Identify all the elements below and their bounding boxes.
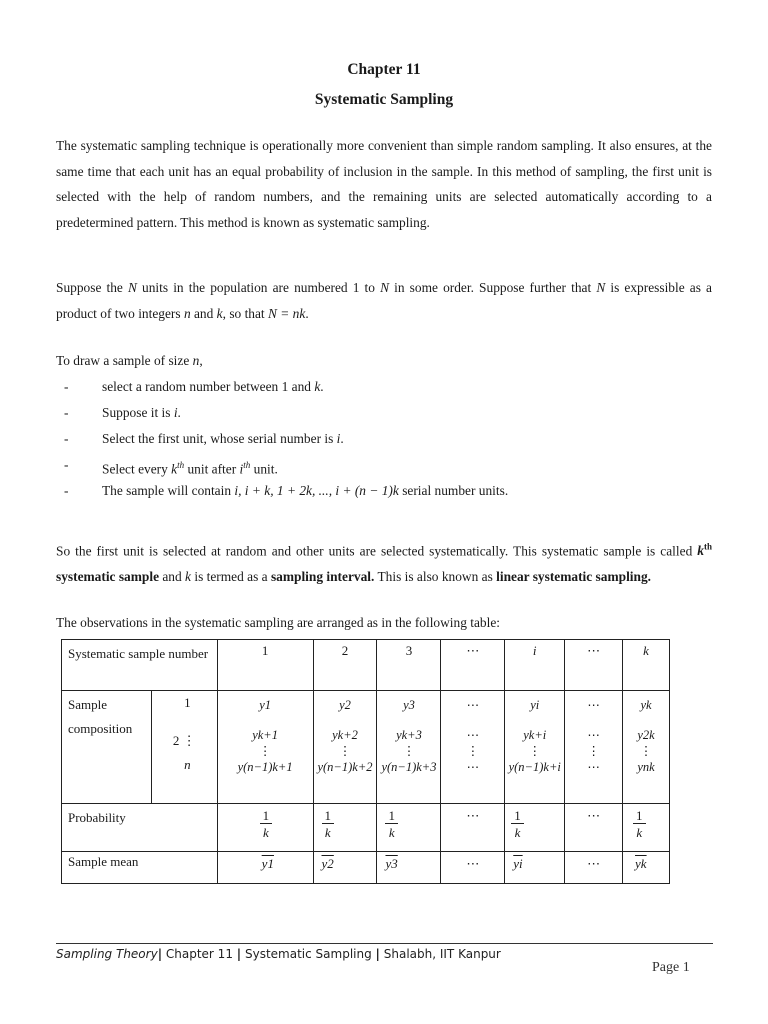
mean-cell: $\overline{yi}$	[505, 852, 565, 884]
mean-cell: y1	[217, 852, 313, 884]
table-intro: The observations in the systematic sampling are arranged as in the following table:	[56, 615, 500, 630]
composition-label-cell: Sample composition	[62, 691, 152, 804]
row-index-cell	[151, 691, 217, 804]
page-number: Page 1	[652, 960, 690, 975]
row-index: n	[184, 757, 191, 772]
running-footer: Sampling Theory| Chapter 11 | Systematic Sampling | Shalabh, IIT Kanpur	[56, 947, 501, 961]
header-col: 2	[313, 640, 377, 691]
composition-cell: y3 yk+3 ⋮ y(n−1)k+3	[377, 691, 441, 804]
mean-cell: ⋯	[441, 852, 505, 884]
row-index: 1	[184, 695, 191, 710]
composition-cell: ⋯ ⋯ ⋮ ⋯	[565, 691, 623, 804]
probability-cell: $\frac{1}{k}$	[313, 804, 377, 852]
intro-paragraph: The systematic sampling technique is operationally more convenient than simple random sampling. It also ensures, at the same time that each unit has an equal probability of inclusion in the sample. In this method of sampling, the first unit is selected with the help of random numbers, and the remaining units are selected automatically according to a predetermined pattern. This method is known as systematic sampling.	[56, 138, 712, 230]
row-index: 2 ⋮	[172, 733, 196, 748]
mean-cell: $\overline{yk}$	[623, 852, 670, 884]
composition-row	[62, 691, 670, 804]
sample-mean-label-cell: Sample mean	[62, 852, 218, 884]
observation-table	[61, 639, 670, 884]
procedure-intro: To draw a sample of size n,	[56, 353, 203, 368]
probability-cell: $\frac{1}{k}$	[505, 804, 565, 852]
section-title: Systematic Sampling	[314, 91, 454, 108]
list-item: - Select the first unit, whose serial number is i.	[64, 431, 344, 446]
header-col: k	[623, 640, 670, 691]
composition-cell: y1 yk+1 ⋮ y(n−1)k+1	[217, 691, 313, 804]
header-label-cell: Systematic sample number	[62, 640, 218, 691]
probability-label-cell: Probability	[62, 804, 218, 852]
list-item: - Select every $k^{th}$ unit after $i^{th}$ unit.	[64, 457, 278, 477]
probability-row	[62, 804, 670, 852]
probability-cell: $\frac{1}{k}$	[377, 804, 441, 852]
sample-mean-row	[62, 852, 670, 884]
footer-rule	[56, 943, 713, 944]
header-col: 3	[377, 640, 441, 691]
header-col: ⋯	[565, 640, 623, 691]
mean-cell: y3	[377, 852, 441, 884]
mean-cell: ⋯	[565, 852, 623, 884]
probability-cell: ⋯	[565, 804, 623, 852]
header-col: i	[505, 640, 565, 691]
composition-cell: yi yk+i ⋮ y(n−1)k+i	[505, 691, 565, 804]
chapter-heading: Chapter 11	[347, 61, 421, 78]
list-item: - The sample will contain i, i + k, 1 + 2k, ..., i + (n − 1)k serial number units.	[64, 483, 509, 498]
probability-cell: ⋯	[441, 804, 505, 852]
population-paragraph: Suppose the N units in the population are numbered 1 to N in some order. Suppose further that N is expressible as a product of two integers n and k, so that N = nk.	[56, 280, 712, 321]
list-item: - Suppose it is i.	[64, 405, 181, 420]
mean-cell: y2	[313, 852, 377, 884]
list-item: - select a random number between 1 and k.	[64, 379, 324, 394]
probability-cell: $\frac{1}{k}$	[217, 804, 313, 852]
systematic-paragraph: So the first unit is selected at random and other units are selected systematically. This systematic sample is called $k^{th}$ systematic sample and k is termed as a sampling interval. This is also known as linear systematic sampling.	[56, 542, 712, 584]
procedure-list	[56, 348, 712, 504]
table-header-row	[62, 640, 670, 691]
composition-cell: y2 yk+2 ⋮ y(n−1)k+2	[313, 691, 377, 804]
composition-cell: yk y2k ⋮ ynk	[623, 691, 670, 804]
header-col: ⋯	[441, 640, 505, 691]
header-col: 1	[217, 640, 313, 691]
probability-cell: $\frac{1}{k}$	[623, 804, 670, 852]
composition-cell: ⋯ ⋯ ⋮ ⋯	[441, 691, 505, 804]
